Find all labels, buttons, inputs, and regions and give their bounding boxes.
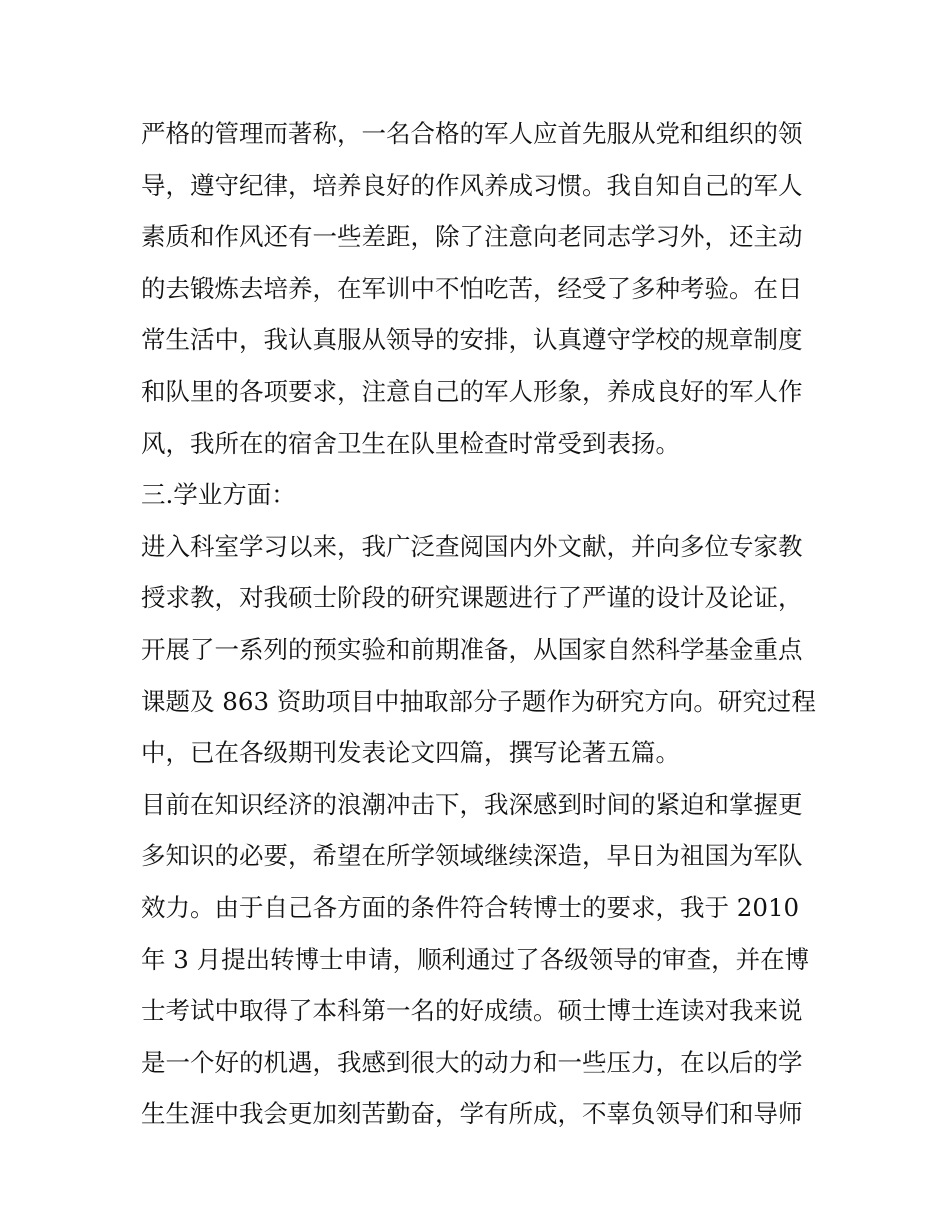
text-line: 中，已在各级期刊发表论文四篇，撰写论著五篇。: [141, 738, 680, 768]
text-line: 士考试中取得了本科第一名的好成绩。硕士博士连读对我来说: [141, 996, 803, 1026]
text-line: 授求教，对我硕士阶段的研究课题进行了严谨的设计及论证，: [141, 583, 803, 613]
text-line: 的去锻炼去培养，在军训中不怕吃苦，经受了多种考验。在日: [141, 273, 803, 303]
text-line: 风，我所在的宿舍卫生在队里检查时常受到表扬。: [141, 428, 680, 458]
section-heading: 三.学业方面：: [141, 480, 296, 510]
text-line: 常生活中，我认真服从领导的安排，认真遵守学校的规章制度: [141, 325, 803, 355]
text-line: 目前在知识经济的浪潮冲击下，我深感到时间的紧迫和掌握更: [141, 789, 803, 819]
text-line: 是一个好的机遇，我感到很大的动力和一些压力，在以后的学: [141, 1047, 803, 1077]
body-text: [141, 108, 821, 1140]
text-line: 和队里的各项要求，注意自己的军人形象，养成良好的军人作: [141, 376, 803, 406]
text-line: 开展了一系列的预实验和前期准备，从国家自然科学基金重点: [141, 634, 803, 664]
text-line: 生生涯中我会更加刻苦勤奋，学有所成，不辜负领导们和导师: [141, 1099, 803, 1129]
text-line: 多知识的必要，希望在所学领域继续深造，早日为祖国为军队: [141, 841, 803, 871]
text-line: 年 3 月提出转博士申请，顺利通过了各级领导的审查，并在博: [141, 944, 810, 974]
text-line: 进入科室学习以来，我广泛查阅国内外文献，并向多位专家教: [141, 531, 803, 561]
text-line: 导，遵守纪律，培养良好的作风养成习惯。我自知自己的军人: [141, 170, 803, 200]
text-line: 严格的管理而著称，一名合格的军人应首先服从党和组织的领: [141, 119, 803, 148]
text-line: 课题及 863 资助项目中抽取部分子题作为研究方向。研究过程: [141, 686, 816, 716]
text-line: 效力。由于自己各方面的条件符合转博士的要求，我于 2010: [141, 892, 800, 922]
text-line: 素质和作风还有一些差距，除了注意向老同志学习外，还主动: [141, 222, 803, 252]
